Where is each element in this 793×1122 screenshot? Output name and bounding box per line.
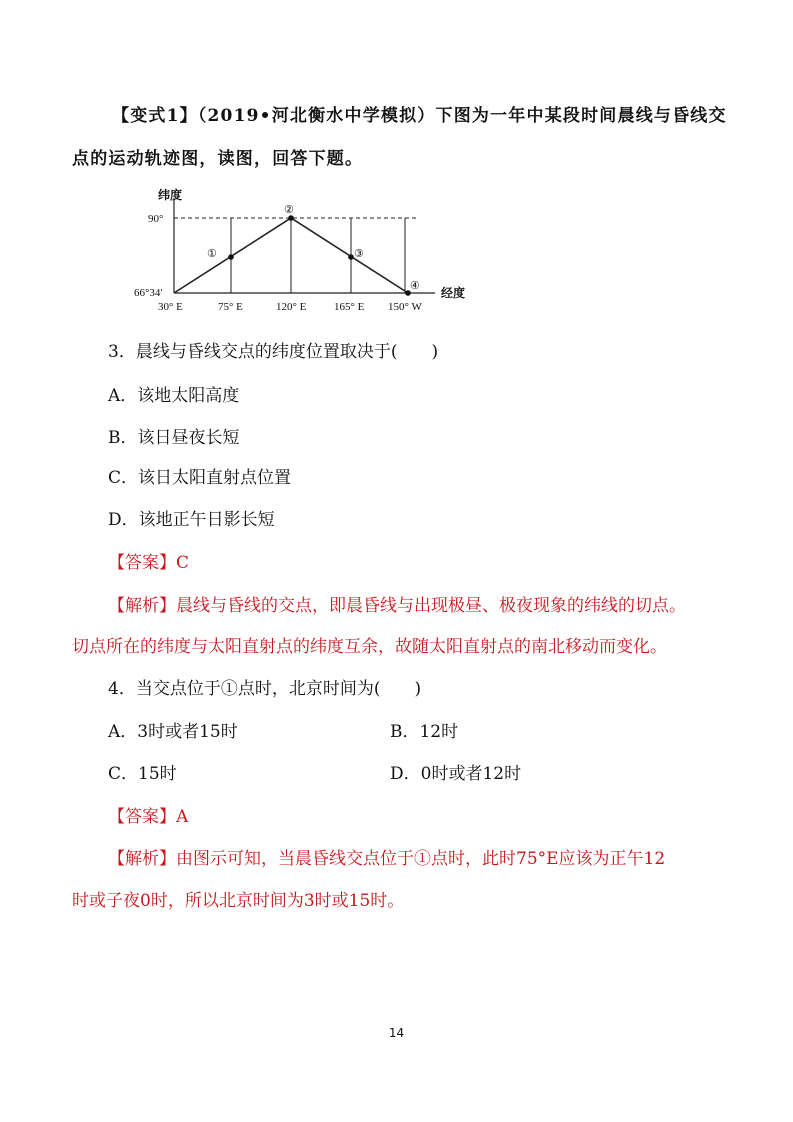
point-3-dot <box>348 254 354 260</box>
q3-option-a: A．该地太阳高度 <box>108 386 240 406</box>
q3-answer: 【答案】C <box>108 553 190 573</box>
point-2-label: ② <box>284 204 294 216</box>
q4-option-c: C．15时 <box>108 764 177 784</box>
point-1-dot <box>228 254 234 260</box>
y-tick-66: 66°34′ <box>134 287 163 299</box>
question-intro-line-1: 【变式1】（2019•河北衡水中学模拟）下图为一年中某段时间晨线与昏线交 <box>112 106 727 126</box>
x-tick-30e: 30° E <box>158 301 183 313</box>
x-axis-label: 经度 <box>441 286 466 300</box>
q4-answer: 【答案】A <box>108 807 189 827</box>
q3-option-b: B．该日昼夜长短 <box>108 428 240 448</box>
point-3-label: ③ <box>354 248 364 260</box>
q4-option-b: B．12时 <box>390 722 459 742</box>
question-3-stem: 3．晨线与昏线交点的纬度位置取决于( ) <box>108 342 439 362</box>
q4-explanation-line-1: 【解析】由图示可知，当晨昏线交点位于①点时，此时75°E应该为正午12 <box>108 849 666 869</box>
page-number: 14 <box>388 1026 405 1040</box>
point-4-label: ④ <box>410 280 420 292</box>
q4-option-a: A．3时或者15时 <box>108 722 238 742</box>
point-1-label: ① <box>207 248 217 260</box>
q3-option-d: D．该地正午日影长短 <box>108 510 275 530</box>
x-tick-150w: 150° W <box>388 301 422 313</box>
q3-option-c: C．该日太阳直射点位置 <box>108 468 292 488</box>
question-4-stem: 4．当交点位于①点时，北京时间为( ) <box>108 679 422 699</box>
y-axis-label: 纬度 <box>158 188 183 202</box>
q4-explanation-line-2: 时或子夜0时，所以北京时间为3时或15时。 <box>72 891 405 911</box>
x-tick-165e: 165° E <box>334 301 365 313</box>
x-tick-75e: 75° E <box>218 301 243 313</box>
y-tick-90: 90° <box>148 213 164 225</box>
q3-explanation-line-1: 【解析】晨线与昏线的交点，即晨昏线与出现极昼、极夜现象的纬线的切点。 <box>108 596 686 616</box>
q4-option-d: D．0时或者12时 <box>390 764 522 784</box>
terminator-intersection-diagram <box>134 180 500 315</box>
x-tick-120e: 120° E <box>276 301 307 313</box>
q3-explanation-line-2: 切点所在的纬度与太阳直射点的纬度互余，故随太阳直射点的南北移动而变化。 <box>72 637 667 657</box>
point-2-dot <box>288 215 294 221</box>
question-intro-line-2: 点的运动轨迹图，读图，回答下题。 <box>72 149 364 169</box>
